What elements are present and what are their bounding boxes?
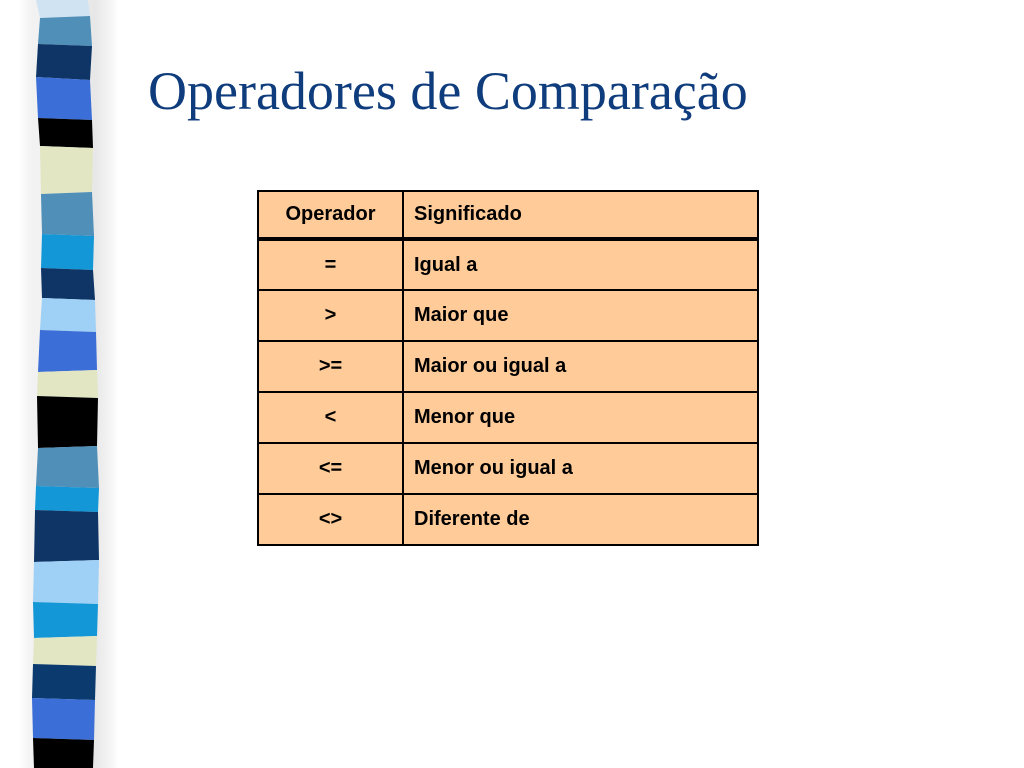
stripe-segment [40,298,96,332]
stripe-segment [36,0,90,18]
stripe-segment [36,44,92,80]
operator-cell: <= [258,443,403,494]
decorative-stripe-bar [0,0,118,768]
stripe-segment [33,560,99,604]
table-header-row [258,191,758,239]
stripe-segment [33,738,94,768]
stripe-segment [35,486,99,512]
comparison-operators-table [257,190,759,546]
operator-cell: >= [258,341,403,392]
table-row [258,494,758,545]
stripe-segment [32,664,96,700]
stripe-segment [41,234,94,270]
header-meaning: Significado [403,191,758,239]
slide-title: Operadores de Comparação [148,61,748,121]
operator-cell: = [258,239,403,290]
operator-cell: > [258,290,403,341]
header-operator: Operador [258,191,403,239]
table-row [258,392,758,443]
stripe-segment [38,16,92,46]
table-row [258,239,758,290]
meaning-cell: Menor ou igual a [403,443,758,494]
table-row [258,341,758,392]
stripe-segment [41,192,94,236]
stripe-segment [37,396,98,448]
stripe-segment [41,268,95,300]
stripe-segment [32,698,95,740]
stripe-segment [33,602,98,638]
operator-cell: <> [258,494,403,545]
table-row [258,290,758,341]
stripe-segment [40,146,93,194]
stripe-segment [33,636,97,666]
table-row [258,443,758,494]
stripe-segment [37,370,98,398]
meaning-cell: Maior ou igual a [403,341,758,392]
stripe-segment [38,330,97,372]
stripe-segment [36,446,99,488]
stripe-segment [38,118,93,148]
stripe-segment [34,510,99,562]
meaning-cell: Menor que [403,392,758,443]
meaning-cell: Maior que [403,290,758,341]
meaning-cell: Diferente de [403,494,758,545]
meaning-cell: Igual a [403,239,758,290]
operator-cell: < [258,392,403,443]
stripe-segment [36,77,92,120]
